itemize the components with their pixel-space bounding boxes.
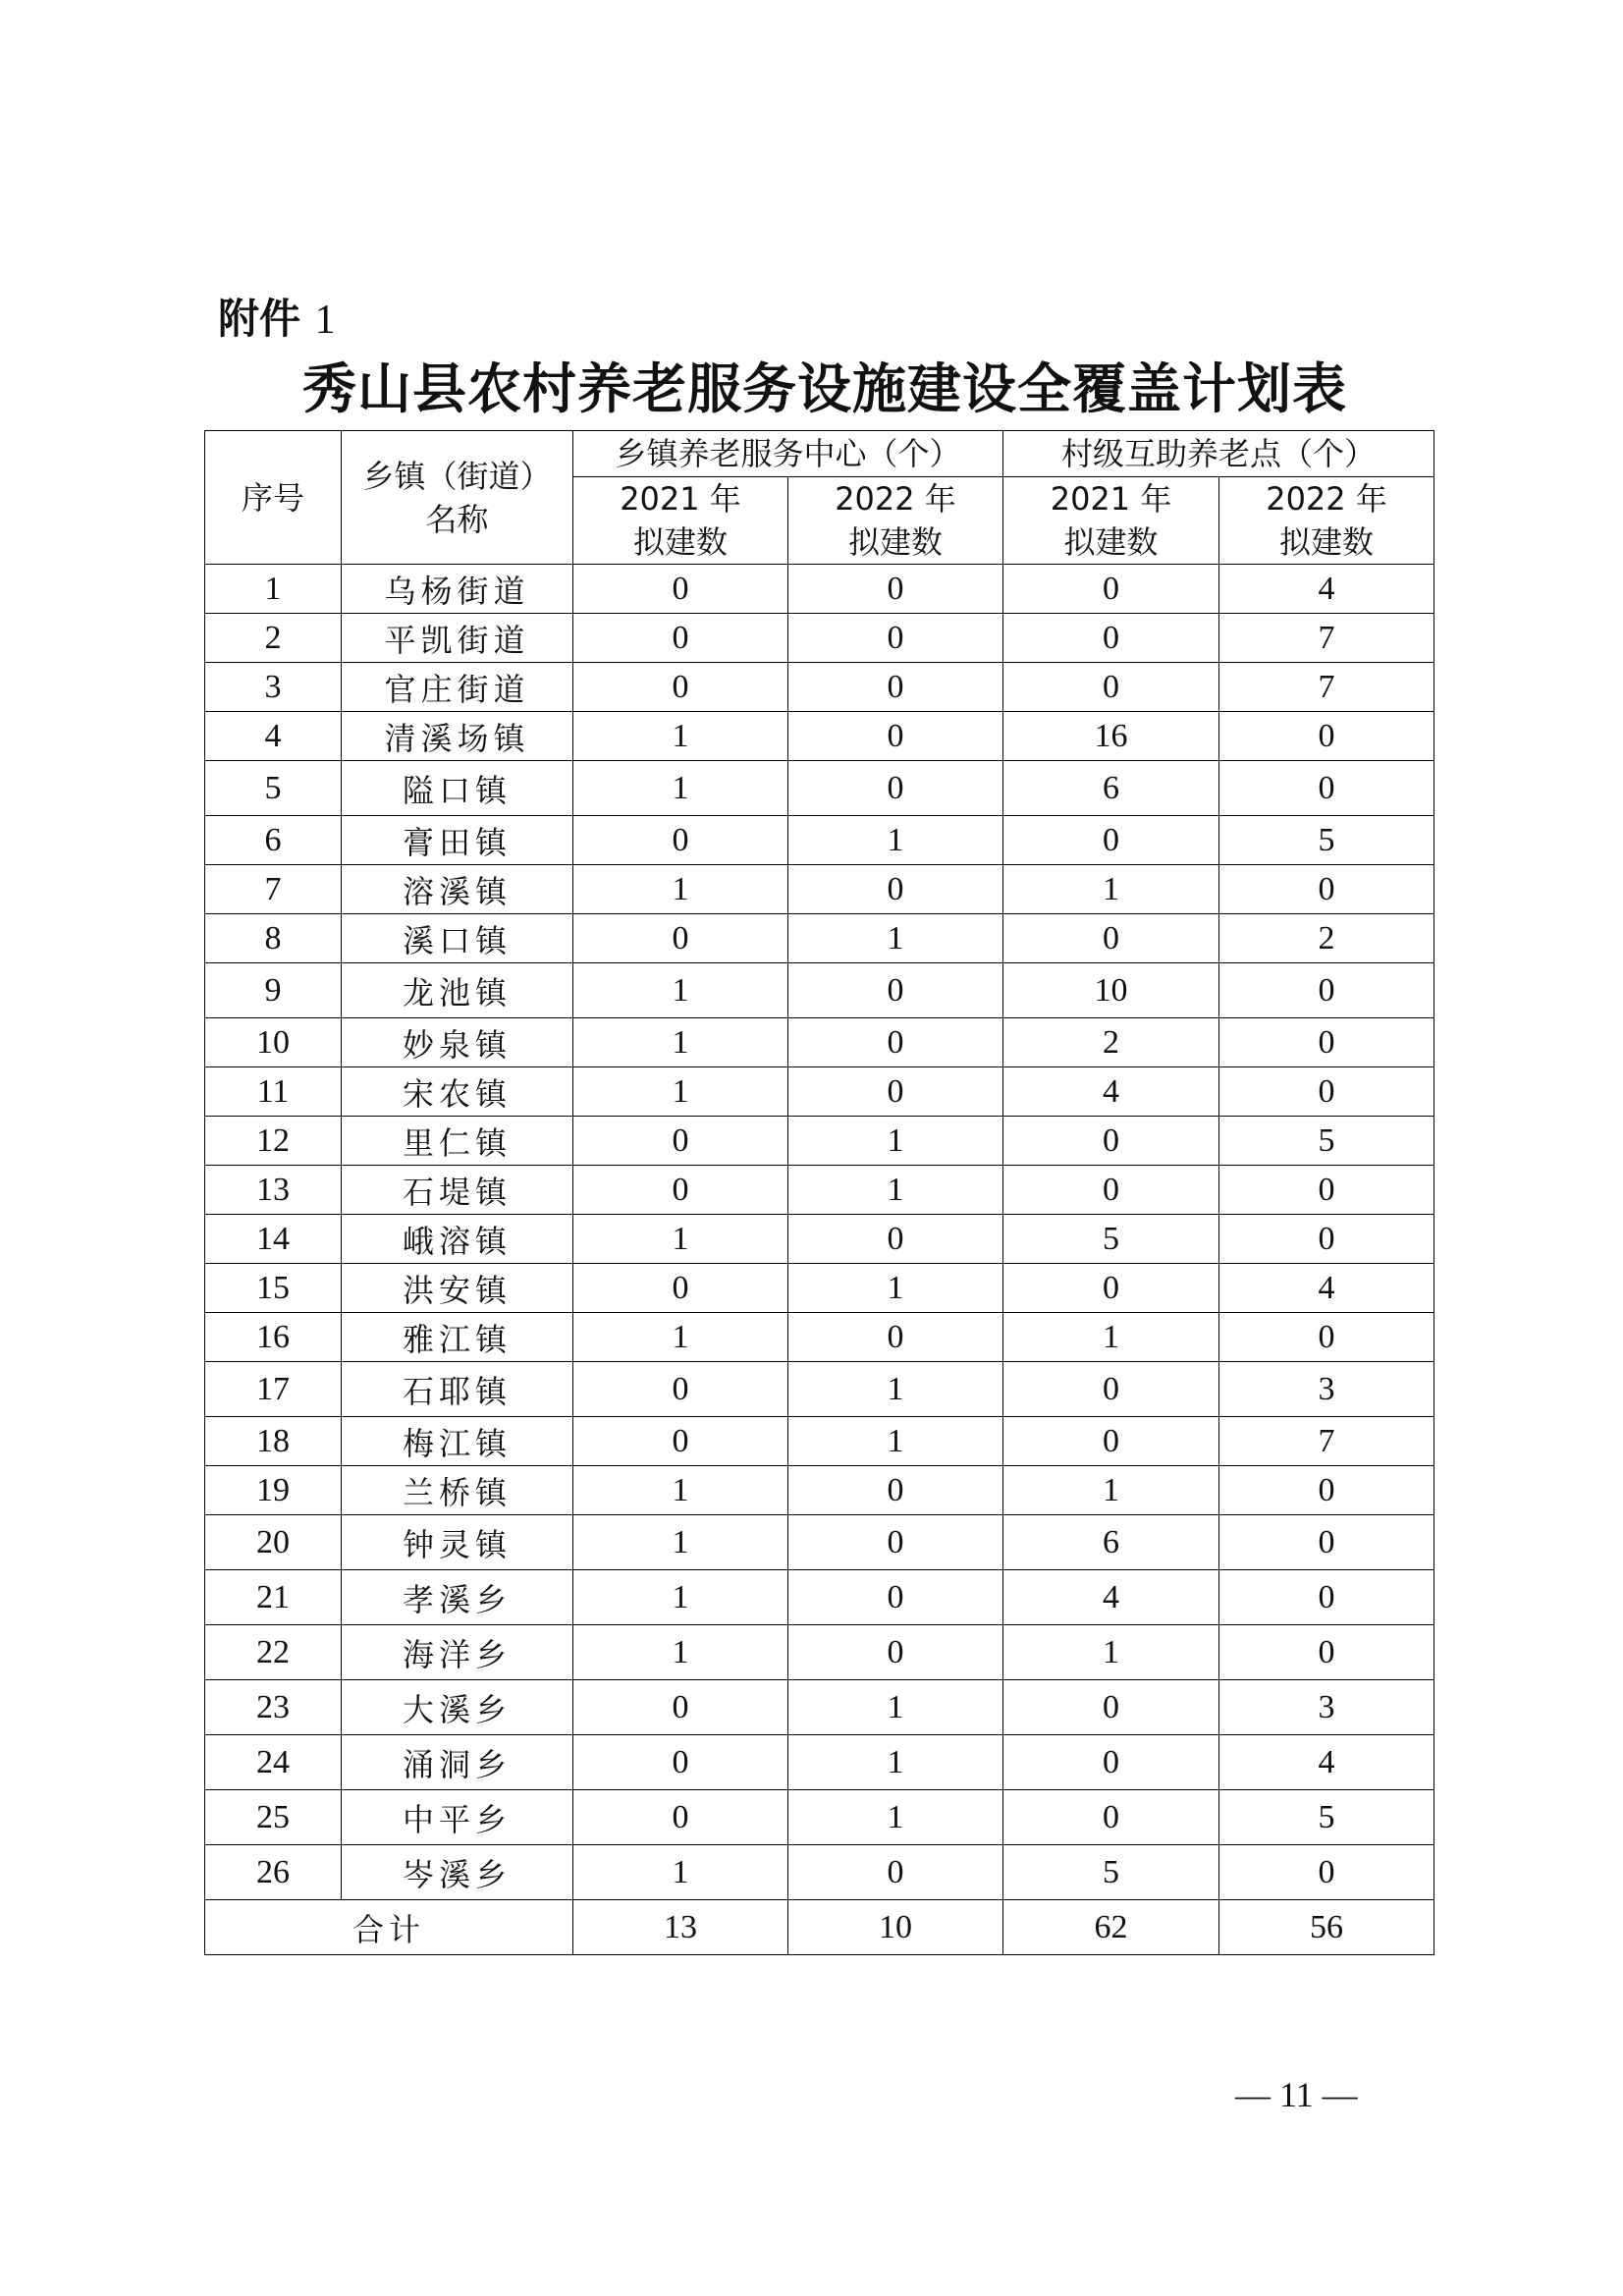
table-row bbox=[205, 1680, 1434, 1735]
cell-total-village-2022: 56 bbox=[1219, 1900, 1434, 1955]
cell-town-name: 钟灵镇 bbox=[342, 1515, 573, 1570]
cell-center-2022: 0 bbox=[788, 614, 1003, 663]
table-row bbox=[205, 1362, 1434, 1417]
cell-village-2022: 0 bbox=[1219, 1515, 1434, 1570]
cell-center-2022: 1 bbox=[788, 1680, 1003, 1735]
cell-village-2022: 4 bbox=[1219, 565, 1434, 614]
cell-center-2021: 0 bbox=[573, 1680, 788, 1735]
cell-seq: 7 bbox=[205, 865, 342, 914]
document-title: 秀山县农村养老服务设施建设全覆盖计划表 bbox=[301, 356, 1347, 420]
table-row bbox=[205, 1845, 1434, 1900]
cell-seq: 22 bbox=[205, 1625, 342, 1680]
cell-village-2021: 0 bbox=[1003, 614, 1219, 663]
cell-center-2021: 1 bbox=[573, 1845, 788, 1900]
table-row bbox=[205, 1018, 1434, 1067]
cell-center-2021: 1 bbox=[573, 761, 788, 816]
cell-village-2021: 0 bbox=[1003, 816, 1219, 865]
table-row bbox=[205, 1515, 1434, 1570]
cell-town-name: 涌洞乡 bbox=[342, 1735, 573, 1790]
cell-town-name: 峨溶镇 bbox=[342, 1215, 573, 1264]
cell-town-name: 妙泉镇 bbox=[342, 1018, 573, 1067]
header-village-2021 bbox=[1003, 477, 1219, 565]
cell-village-2022: 0 bbox=[1219, 1625, 1434, 1680]
cell-town-name: 石耶镇 bbox=[342, 1362, 573, 1417]
cell-village-2022: 5 bbox=[1219, 1117, 1434, 1166]
cell-village-2022: 5 bbox=[1219, 1790, 1434, 1845]
cell-center-2022: 0 bbox=[788, 1625, 1003, 1680]
annex-label bbox=[218, 287, 336, 346]
cell-village-2022: 7 bbox=[1219, 1417, 1434, 1466]
cell-center-2021: 0 bbox=[573, 663, 788, 712]
table-row bbox=[205, 914, 1434, 963]
cell-village-2022: 0 bbox=[1219, 1845, 1434, 1900]
table-row bbox=[205, 614, 1434, 663]
cell-seq: 20 bbox=[205, 1515, 342, 1570]
cell-seq: 18 bbox=[205, 1417, 342, 1466]
cell-seq: 24 bbox=[205, 1735, 342, 1790]
cell-village-2021: 0 bbox=[1003, 1735, 1219, 1790]
header-line: 2022 年 bbox=[835, 480, 956, 518]
cell-village-2022: 3 bbox=[1219, 1362, 1434, 1417]
cell-center-2022: 0 bbox=[788, 1313, 1003, 1362]
table-row bbox=[205, 1625, 1434, 1680]
annex-text: 附件 bbox=[218, 295, 301, 343]
table-row bbox=[205, 761, 1434, 816]
cell-village-2021: 6 bbox=[1003, 761, 1219, 816]
cell-village-2022: 7 bbox=[1219, 614, 1434, 663]
cell-center-2021: 0 bbox=[573, 1117, 788, 1166]
cell-village-2021: 1 bbox=[1003, 1466, 1219, 1515]
table-row bbox=[205, 1215, 1434, 1264]
cell-center-2021: 1 bbox=[573, 963, 788, 1018]
cell-town-name: 宋农镇 bbox=[342, 1067, 573, 1117]
cell-center-2021: 0 bbox=[573, 816, 788, 865]
cell-town-name: 龙池镇 bbox=[342, 963, 573, 1018]
cell-seq: 19 bbox=[205, 1466, 342, 1515]
cell-town-name: 平凯街道 bbox=[342, 614, 573, 663]
cell-village-2022: 4 bbox=[1219, 1735, 1434, 1790]
cell-village-2021: 0 bbox=[1003, 1166, 1219, 1215]
cell-seq: 13 bbox=[205, 1166, 342, 1215]
header-row-1 bbox=[205, 431, 1434, 477]
table-row bbox=[205, 865, 1434, 914]
cell-village-2021: 6 bbox=[1003, 1515, 1219, 1570]
cell-village-2022: 0 bbox=[1219, 1313, 1434, 1362]
cell-village-2022: 0 bbox=[1219, 761, 1434, 816]
cell-center-2021: 0 bbox=[573, 914, 788, 963]
table-row bbox=[205, 1417, 1434, 1466]
cell-center-2021: 1 bbox=[573, 1570, 788, 1625]
page-number: — 11 — bbox=[1235, 2075, 1358, 2114]
table-row bbox=[205, 1166, 1434, 1215]
cell-center-2022: 0 bbox=[788, 1215, 1003, 1264]
cell-center-2021: 1 bbox=[573, 1018, 788, 1067]
cell-seq: 25 bbox=[205, 1790, 342, 1845]
cell-seq: 21 bbox=[205, 1570, 342, 1625]
cell-village-2022: 4 bbox=[1219, 1264, 1434, 1313]
cell-town-name: 孝溪乡 bbox=[342, 1570, 573, 1625]
cell-village-2021: 10 bbox=[1003, 963, 1219, 1018]
cell-town-name: 石堤镇 bbox=[342, 1166, 573, 1215]
cell-village-2022: 0 bbox=[1219, 712, 1434, 761]
cell-village-2022: 0 bbox=[1219, 1215, 1434, 1264]
header-line: 拟建数 bbox=[1279, 523, 1375, 561]
cell-seq: 23 bbox=[205, 1680, 342, 1735]
cell-center-2022: 1 bbox=[788, 1166, 1003, 1215]
cell-seq: 2 bbox=[205, 614, 342, 663]
header-seq: 序号 bbox=[205, 431, 342, 565]
header-group-center: 乡镇养老服务中心（个） bbox=[573, 431, 1003, 477]
header-group-village: 村级互助养老点（个） bbox=[1003, 431, 1434, 477]
cell-center-2022: 0 bbox=[788, 1845, 1003, 1900]
table-row bbox=[205, 1570, 1434, 1625]
table-row bbox=[205, 963, 1434, 1018]
cell-village-2021: 5 bbox=[1003, 1215, 1219, 1264]
cell-center-2021: 1 bbox=[573, 1313, 788, 1362]
cell-seq: 11 bbox=[205, 1067, 342, 1117]
cell-town-name: 梅江镇 bbox=[342, 1417, 573, 1466]
cell-village-2021: 0 bbox=[1003, 1680, 1219, 1735]
table-row bbox=[205, 1790, 1434, 1845]
cell-center-2021: 0 bbox=[573, 614, 788, 663]
header-town bbox=[342, 431, 573, 565]
cell-village-2021: 0 bbox=[1003, 1417, 1219, 1466]
cell-total-label: 合计 bbox=[205, 1900, 573, 1955]
cell-town-name: 乌杨街道 bbox=[342, 565, 573, 614]
cell-center-2021: 1 bbox=[573, 1625, 788, 1680]
table-row bbox=[205, 816, 1434, 865]
total-row bbox=[205, 1900, 1434, 1955]
cell-village-2022: 0 bbox=[1219, 963, 1434, 1018]
cell-village-2021: 0 bbox=[1003, 914, 1219, 963]
cell-village-2021: 1 bbox=[1003, 1625, 1219, 1680]
header-line: 2021 年 bbox=[620, 480, 741, 518]
cell-seq: 9 bbox=[205, 963, 342, 1018]
cell-center-2021: 0 bbox=[573, 1735, 788, 1790]
cell-village-2021: 0 bbox=[1003, 1790, 1219, 1845]
cell-seq: 5 bbox=[205, 761, 342, 816]
cell-seq: 12 bbox=[205, 1117, 342, 1166]
header-town-line2: 名称 bbox=[425, 500, 489, 538]
header-line: 拟建数 bbox=[848, 523, 944, 561]
cell-seq: 6 bbox=[205, 816, 342, 865]
header-town-line1: 乡镇（街道） bbox=[362, 457, 552, 495]
table-row bbox=[205, 1735, 1434, 1790]
cell-center-2022: 0 bbox=[788, 1018, 1003, 1067]
cell-center-2022: 1 bbox=[788, 1790, 1003, 1845]
cell-village-2022: 0 bbox=[1219, 865, 1434, 914]
plan-table bbox=[204, 430, 1434, 1955]
cell-seq: 15 bbox=[205, 1264, 342, 1313]
cell-town-name: 兰桥镇 bbox=[342, 1466, 573, 1515]
cell-village-2022: 7 bbox=[1219, 663, 1434, 712]
cell-center-2021: 1 bbox=[573, 1515, 788, 1570]
cell-center-2022: 1 bbox=[788, 914, 1003, 963]
cell-center-2022: 0 bbox=[788, 1466, 1003, 1515]
cell-village-2022: 5 bbox=[1219, 816, 1434, 865]
table-row bbox=[205, 565, 1434, 614]
cell-town-name: 海洋乡 bbox=[342, 1625, 573, 1680]
cell-town-name: 溪口镇 bbox=[342, 914, 573, 963]
cell-center-2022: 1 bbox=[788, 1264, 1003, 1313]
header-center-2022 bbox=[788, 477, 1003, 565]
cell-village-2021: 4 bbox=[1003, 1067, 1219, 1117]
cell-village-2021: 1 bbox=[1003, 865, 1219, 914]
cell-town-name: 溶溪镇 bbox=[342, 865, 573, 914]
cell-town-name: 雅江镇 bbox=[342, 1313, 573, 1362]
cell-town-name: 官庄街道 bbox=[342, 663, 573, 712]
cell-village-2021: 4 bbox=[1003, 1570, 1219, 1625]
cell-center-2021: 0 bbox=[573, 1166, 788, 1215]
cell-center-2021: 0 bbox=[573, 1790, 788, 1845]
cell-village-2021: 0 bbox=[1003, 663, 1219, 712]
table-row bbox=[205, 712, 1434, 761]
cell-village-2021: 0 bbox=[1003, 565, 1219, 614]
cell-village-2022: 0 bbox=[1219, 1570, 1434, 1625]
annex-number: 1 bbox=[314, 298, 336, 343]
cell-village-2021: 0 bbox=[1003, 1117, 1219, 1166]
table-row bbox=[205, 1067, 1434, 1117]
cell-seq: 8 bbox=[205, 914, 342, 963]
header-line: 2022 年 bbox=[1266, 480, 1387, 518]
cell-village-2021: 0 bbox=[1003, 1362, 1219, 1417]
cell-village-2022: 3 bbox=[1219, 1680, 1434, 1735]
table-row bbox=[205, 1117, 1434, 1166]
cell-village-2022: 0 bbox=[1219, 1166, 1434, 1215]
cell-center-2022: 1 bbox=[788, 816, 1003, 865]
cell-village-2021: 16 bbox=[1003, 712, 1219, 761]
cell-center-2021: 0 bbox=[573, 1264, 788, 1313]
cell-seq: 3 bbox=[205, 663, 342, 712]
cell-center-2022: 0 bbox=[788, 761, 1003, 816]
cell-village-2022: 0 bbox=[1219, 1018, 1434, 1067]
cell-center-2022: 0 bbox=[788, 712, 1003, 761]
cell-center-2021: 1 bbox=[573, 865, 788, 914]
cell-total-village-2021: 62 bbox=[1003, 1900, 1219, 1955]
cell-center-2021: 1 bbox=[573, 1215, 788, 1264]
cell-center-2021: 1 bbox=[573, 1067, 788, 1117]
cell-town-name: 隘口镇 bbox=[342, 761, 573, 816]
cell-village-2022: 2 bbox=[1219, 914, 1434, 963]
table-row bbox=[205, 1466, 1434, 1515]
cell-seq: 14 bbox=[205, 1215, 342, 1264]
cell-village-2022: 0 bbox=[1219, 1067, 1434, 1117]
cell-center-2022: 0 bbox=[788, 1067, 1003, 1117]
cell-center-2021: 0 bbox=[573, 1362, 788, 1417]
cell-center-2021: 0 bbox=[573, 1417, 788, 1466]
table-row bbox=[205, 1264, 1434, 1313]
cell-center-2022: 0 bbox=[788, 963, 1003, 1018]
cell-village-2021: 0 bbox=[1003, 1264, 1219, 1313]
cell-village-2022: 0 bbox=[1219, 1466, 1434, 1515]
cell-center-2022: 0 bbox=[788, 1515, 1003, 1570]
cell-seq: 10 bbox=[205, 1018, 342, 1067]
cell-total-center-2021: 13 bbox=[573, 1900, 788, 1955]
cell-town-name: 中平乡 bbox=[342, 1790, 573, 1845]
header-line: 拟建数 bbox=[1063, 523, 1159, 561]
cell-center-2021: 0 bbox=[573, 565, 788, 614]
cell-seq: 16 bbox=[205, 1313, 342, 1362]
cell-center-2021: 1 bbox=[573, 712, 788, 761]
cell-seq: 17 bbox=[205, 1362, 342, 1417]
cell-village-2021: 2 bbox=[1003, 1018, 1219, 1067]
cell-town-name: 膏田镇 bbox=[342, 816, 573, 865]
cell-town-name: 岑溪乡 bbox=[342, 1845, 573, 1900]
cell-center-2022: 1 bbox=[788, 1417, 1003, 1466]
cell-center-2022: 1 bbox=[788, 1735, 1003, 1790]
cell-town-name: 大溪乡 bbox=[342, 1680, 573, 1735]
cell-center-2022: 0 bbox=[788, 1570, 1003, 1625]
cell-total-center-2022: 10 bbox=[788, 1900, 1003, 1955]
header-line: 拟建数 bbox=[632, 523, 728, 561]
header-village-2022 bbox=[1219, 477, 1434, 565]
header-line: 2021 年 bbox=[1050, 480, 1172, 518]
cell-center-2022: 0 bbox=[788, 865, 1003, 914]
cell-center-2021: 1 bbox=[573, 1466, 788, 1515]
cell-town-name: 里仁镇 bbox=[342, 1117, 573, 1166]
cell-seq: 1 bbox=[205, 565, 342, 614]
cell-center-2022: 0 bbox=[788, 565, 1003, 614]
header-center-2021 bbox=[573, 477, 788, 565]
table-row bbox=[205, 663, 1434, 712]
cell-town-name: 洪安镇 bbox=[342, 1264, 573, 1313]
cell-village-2021: 1 bbox=[1003, 1313, 1219, 1362]
table-row bbox=[205, 1313, 1434, 1362]
cell-center-2022: 1 bbox=[788, 1117, 1003, 1166]
cell-town-name: 清溪场镇 bbox=[342, 712, 573, 761]
cell-center-2022: 0 bbox=[788, 663, 1003, 712]
cell-village-2021: 5 bbox=[1003, 1845, 1219, 1900]
cell-seq: 26 bbox=[205, 1845, 342, 1900]
cell-center-2022: 1 bbox=[788, 1362, 1003, 1417]
cell-seq: 4 bbox=[205, 712, 342, 761]
